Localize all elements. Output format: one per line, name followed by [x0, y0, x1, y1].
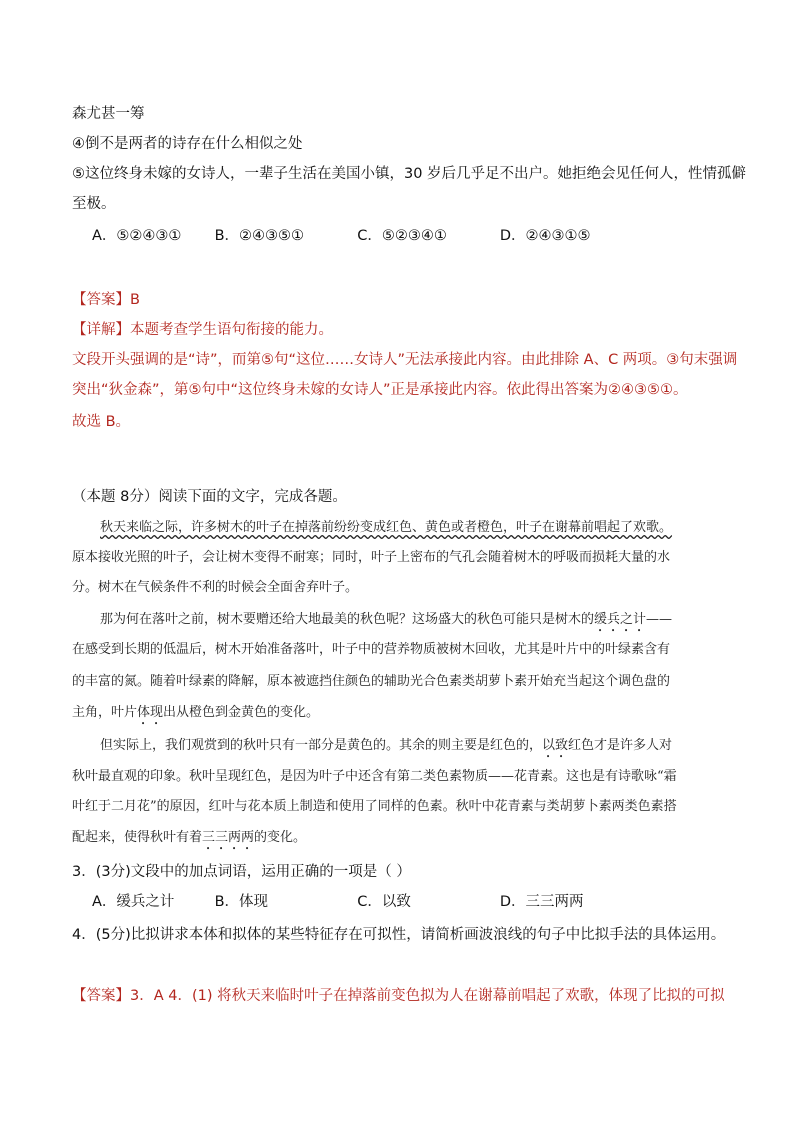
passage-text: 配起来，使得秋叶有着 — [72, 830, 203, 845]
choice-d: D．三三两两 — [499, 894, 584, 910]
explanation-line: 突出“狄金森”，第⑤句中“这位终身未嫁的女诗人”正是承接此内容。依此得出答案为②④③⑤①。 — [72, 382, 688, 398]
choice-row — [92, 226, 591, 246]
passage-text: 但实际上，我们观赏到的秋叶只有一部分是黄色的。其余的则主要是红色的， — [100, 738, 543, 753]
answer-label: 【答案】B — [72, 292, 140, 308]
option-sentence-5: ⑤这位终身未嫁的女诗人，一辈子生活在美国小镇，30 岁后几乎足不出户。她拒绝会见任何人，性情孤僻 — [72, 166, 747, 182]
conclusion-line: 故选 B。 — [72, 414, 131, 430]
passage-text: 出从橙色到金黄色的变化。 — [163, 705, 320, 720]
question-3: 3．(3分)文段中的加点词语，运用正确的一项是（ ） — [72, 864, 411, 880]
text-line: 森尤甚一筹 — [72, 106, 145, 122]
passage-intro: （本题 8分）阅读下面的文字，完成各题。 — [72, 489, 347, 505]
explanation-line: 文段开头强调的是“诗”，而第⑤句“这位……女诗人”无法承接此内容。由此排除 A、C 两项。③句末强调 — [72, 352, 738, 368]
passage-text: 红色才是许多人对 — [568, 738, 673, 753]
passage-text: —— — [646, 612, 673, 627]
dotted-word: 三三两两 — [202, 830, 255, 845]
dotted-word: 体现 — [137, 705, 164, 720]
choice-a: A．缓兵之计 — [92, 894, 175, 910]
passage-line: 分。树木在气候条件不利的时候会全面舍弃叶子。 — [72, 580, 359, 595]
passage-line — [72, 828, 306, 853]
passage-line: 秋叶最直观的印象。秋叶呈现红色，是因为叶子中还含有第二类色素物质——花青素。这也是有诗歌咏“霜 — [72, 769, 677, 784]
passage-line: 在感受到长期的低温后，树木开始准备落叶，叶子中的营养物质被树木回收，尤其是叶片中的叶绿素含有 — [72, 642, 671, 657]
choice-c: C．以致 — [357, 894, 411, 910]
passage-line — [72, 703, 319, 728]
dotted-word: 以致 — [542, 738, 569, 753]
choice-a: A．⑤②④③① — [92, 228, 182, 244]
passage-line: 的丰富的氮。随着叶绿素的降解，原本被遮挡住颜色的辅助光合色素类胡萝卜素开始充当起这个调色盘的 — [72, 674, 671, 689]
passage-line: 原本接收光照的叶子，会让树木变得不耐寒；同时，叶子上密布的气孔会随着树木的呼吸而损耗大量的水 — [72, 550, 671, 565]
passage-text: 那为何在落叶之前，树木要赠还给大地最美的秋色呢？这场盛大的秋色可能只是树木的 — [100, 612, 595, 627]
answer-line: 【答案】3．A 4．(1) 将秋天来临时叶子在掉落前变色拟为人在谢幕前唱起了欢歌，体现了比拟的可拟 — [72, 988, 725, 1004]
dotted-word: 缓兵之计 — [594, 612, 647, 627]
question-4: 4．(5分)比拟讲求本体和拟体的某些特征存在可拟性，请简析画波浪线的句子中比拟手法的具体运用。 — [72, 927, 726, 943]
choice-row — [92, 892, 584, 912]
option-sentence-4: ④倒不是两者的诗存在什么相似之处 — [72, 136, 303, 152]
choice-b: B．②④③⑤① — [214, 228, 305, 244]
passage-line — [100, 518, 672, 538]
passage-line — [100, 610, 672, 635]
passage-text: 主角，叶片 — [72, 705, 138, 720]
choice-b: B．体现 — [214, 894, 269, 910]
passage-line: 叶红于二月花”的原因，红叶与花本质上制造和使用了同样的色素。秋叶中花青素与类胡萝卜素两类色素搭 — [72, 799, 677, 814]
passage-text: 的变化。 — [254, 830, 307, 845]
wavy-underlined-sentence: 秋天来临之际，许多树木的叶子在掉落前纷纷变成红色、黄色或者橙色，叶子在谢幕前唱起了欢歌。 — [100, 520, 673, 535]
passage-line — [100, 736, 672, 761]
choice-c: C．⑤②③④① — [357, 228, 447, 244]
detail-label: 【详解】本题考查学生语句衔接的能力。 — [72, 322, 333, 338]
text-line: 至极。 — [72, 196, 116, 212]
choice-d: D．②④③①⑤ — [499, 228, 591, 244]
